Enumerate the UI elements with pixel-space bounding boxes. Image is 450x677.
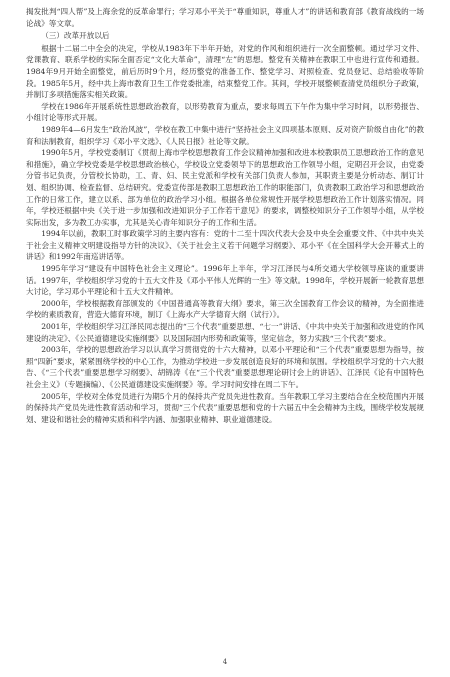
paragraph-2003: 2003年，学校的思想政治学习以认真学习贯彻党的十六大精神，以邓小平理论和“三个代表”重要思想为指导，按照“四新”要求，紧紧围绕学校的中心工作，为推动学校进一步发展创造良好的环境和氛围。学校组织学习党的十六大报告、《“三个代表”重要思想学习纲要》、胡锦涛《在“三个代表”重要思想理论研讨会上的讲话》、江泽民《论有中国特色社会主义》（专题摘编）、《公民道德建设实施纲要》等。学习时间安排在周二下午。: [26, 345, 424, 389]
paragraph-2005: 2005年，学校对全体党员进行为期5个月的保持共产党员先进性教育。当年教职工学习主要结合在全校范围内开展的保持共产党员先进性教育活动和学习，贯彻“三个代表”重要思想和党的十六届五中全会精神为主线，围绕学校发展规划、建设和谐社会的精神实质和科学内涵、加强职业精神、职业道德建设。: [26, 391, 424, 424]
section-heading: （三）改革开放以后: [41, 31, 110, 41]
paragraph-continuation: 揭发批判“四人帮”及上海余党的反革命罪行；学习邓小平关于“尊重知识，尊重人才”的讲话和教育部《教育战线的一场论战》等文章。: [26, 7, 424, 28]
paragraph-2000: 2000年，学校根据教育部颁发的《中国普通高等教育大纲》要求，第三次全国教育工作会议的精神，为全面推进学校的素质教育，营造大德育环境，制订《上海水产大学德育大纲（试行）》。: [26, 298, 424, 320]
document-body: [26, 6, 424, 425]
paragraph-1989: 1989年4—6月发生“政治风波”，学校在教工中集中进行“坚持社会主义四项基本原则、反对资产阶级自由化”的教育和法制教育，组织学习《邓小平文选》、《人民日报》社论等文献。: [26, 124, 424, 146]
paragraph-1995: 1995年学习“建设有中国特色社会主义理论”。1996年上半年，学习江泽民与4所交通大学校领导座谈的重要讲话。1997年，学校组织学习党的十五大文件及《邓小平伟人光辉的一生》等文献。1998年，学校开展新一轮教育思想大讨论，学习邓小平理论和十五大文件精神。: [26, 264, 424, 297]
paragraph-1983-rectification: 根据十二届二中全会的决定，学校从1983年下半年开始，对党的作风和组织进行一次全面整顿。通过学习文件、党课教育、联系学校的实际全面否定“文化大革命”，清理“左”的思想。整党有关精神在教职工中也进行宣传和通报。1984年9月开始全面整党，前后历时9个月，经历整党的准备工作、整党学习、对照检查、党员登记、总结验收等阶段。1985年5月，经中共上海市教育卫生工作党委批准，结束整党工作。其间，学校开展整顿查清党员组织分子政策，并制订多项措施落实相关政策。: [26, 43, 424, 100]
page-number: 4: [222, 658, 228, 666]
paragraph-2001: 2001年，学校组织学习江泽民同志提出的“三个代表”重要思想、“七一”讲话、《中共中央关于加强和改进党的作风建设的决定》、《公民道德建设实施纲要》以及国际国内形势和政策等，坚定信念，努力实践“三个代表”要求。: [26, 322, 424, 343]
paragraph-1990: 1990年5月，学校党委制订《贯彻上海市学校思想教育工作会议精神加强和改进本校教职员工思想政治工作的意见和措施》，确立学校党委是学校思想政治核心，学校设立党委领导下的思想政治工作领导小组，定期召开会议，由党委分管书记负责，分管校长协助，工、青、妇、民主党派和学校有关部门负责人参加，其职责主要是分析动态、制订计划、组织协调、检查监督、总结研究。党委宣传部是教职工思想政治工作的职能部门，负责教职工政治学习和思想政治工作的日常工作，建立以系、部为单位的政治学习小组。根据各单位常规性开展学校思想政治工作计划落实情况。同年，学校还根据中央《关于进一步加强和改进知识分子工作若干意见》的要求，调整校知识分子工作领导小组，从学校实际出发，多为教工办实事，尤其是关心青年知识分子的工作和生活。: [26, 148, 424, 227]
paragraph-1986: 学校在1986年开展系统性思想政治教育，以形势教育为重点，要求每周五下午作为集中学习时间，以形势报告、小组讨论等形式开展。: [26, 101, 424, 123]
paragraph-1994: 1994年以前，教职工时事政策学习的主要内容有：党的十二至十四次代表大会及中央全会重要文件、《中共中央关于社会主义精神文明建设指导方针的决议》、《关于社会主义若干问题学习纲要》、邓小平《在全国科学大会开幕式上的讲话》和1992年南巡讲话等。: [26, 229, 424, 262]
